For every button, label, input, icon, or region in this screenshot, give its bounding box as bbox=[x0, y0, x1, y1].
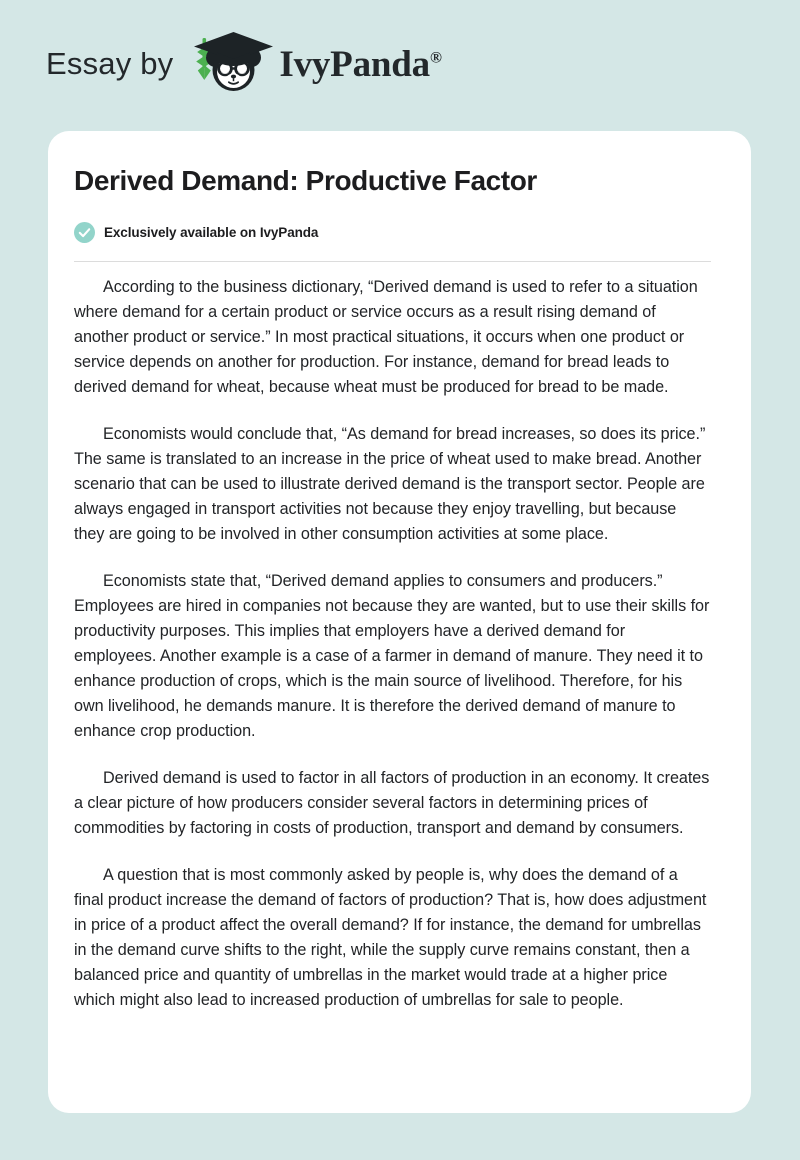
registered-trademark-icon: ® bbox=[429, 49, 442, 67]
header-divider bbox=[74, 261, 711, 262]
essay-body bbox=[74, 275, 711, 1013]
status-badge bbox=[74, 222, 711, 243]
paragraph: A question that is most commonly asked by people is, why does the demand of a final product increase the demand of factors of production? That is, how does adjustment in price of a product affect the overall demand? If for instance, the demand for umbrellas in the demand curve shifts to the right, while the supply curve remains constant, then a balanced price and quantity of umbrellas in the market would trade at a higher price which might also lead to increased production of umbrellas for sale to people. bbox=[74, 866, 707, 1010]
brand-header bbox=[0, 0, 800, 130]
paragraph: Derived demand is used to factor in all factors of production in an economy. It creates a clear picture of how producers consider several factors in determining prices of commodities by factoring in costs of production, transport and demand by consumers. bbox=[74, 769, 710, 838]
paragraph: According to the business dictionary, “Derived demand is used to refer to a situation where demand for a certain product or service occurs as a result rising demand of another product or service.” In most practical situations, it occurs when one product or service depends on another for production. For instance, demand for bread leads to derived demand for wheat, because wheat must be produced for bread to be made. bbox=[74, 278, 698, 397]
ivypanda-brand-lockup[interactable] bbox=[46, 32, 442, 98]
status-badge-label: Exclusively available on IvyPanda bbox=[104, 225, 319, 241]
brand-wordmark bbox=[279, 43, 442, 85]
essay-by-label: Essay by bbox=[46, 46, 174, 81]
essay-card bbox=[48, 131, 751, 1113]
check-circle-icon bbox=[74, 222, 95, 243]
page-title: Derived Demand: Productive Factor bbox=[74, 165, 537, 196]
paragraph: Economists state that, “Derived demand applies to consumers and producers.” Employees are hired in companies not because they are wanted, but to use their skills for productivity purposes. This implies that employers have a derived demand for employees. Another example is a case of a farmer in demand of manure. They need it to enhance production of crops, which is the main source of livelihood. Therefore, for his own livelihood, he demands manure. It is therefore the derived demand of manure to enhance crop production. bbox=[74, 572, 710, 741]
paragraph: Economists would conclude that, “As demand for bread increases, so does its price.” The same is translated to an increase in the price of wheat used to make bread. Another scenario that can be used to illustrate derived demand is the transport sector. People are always engaged in transport activities not because they enjoy travelling, but because they are going to be involved in other consumption activities at some place. bbox=[74, 425, 706, 544]
brand-wordmark-text: IvyPanda bbox=[279, 43, 430, 85]
essay-card-content bbox=[74, 164, 711, 1013]
ivypanda-panda-graduate-logo bbox=[189, 32, 275, 98]
